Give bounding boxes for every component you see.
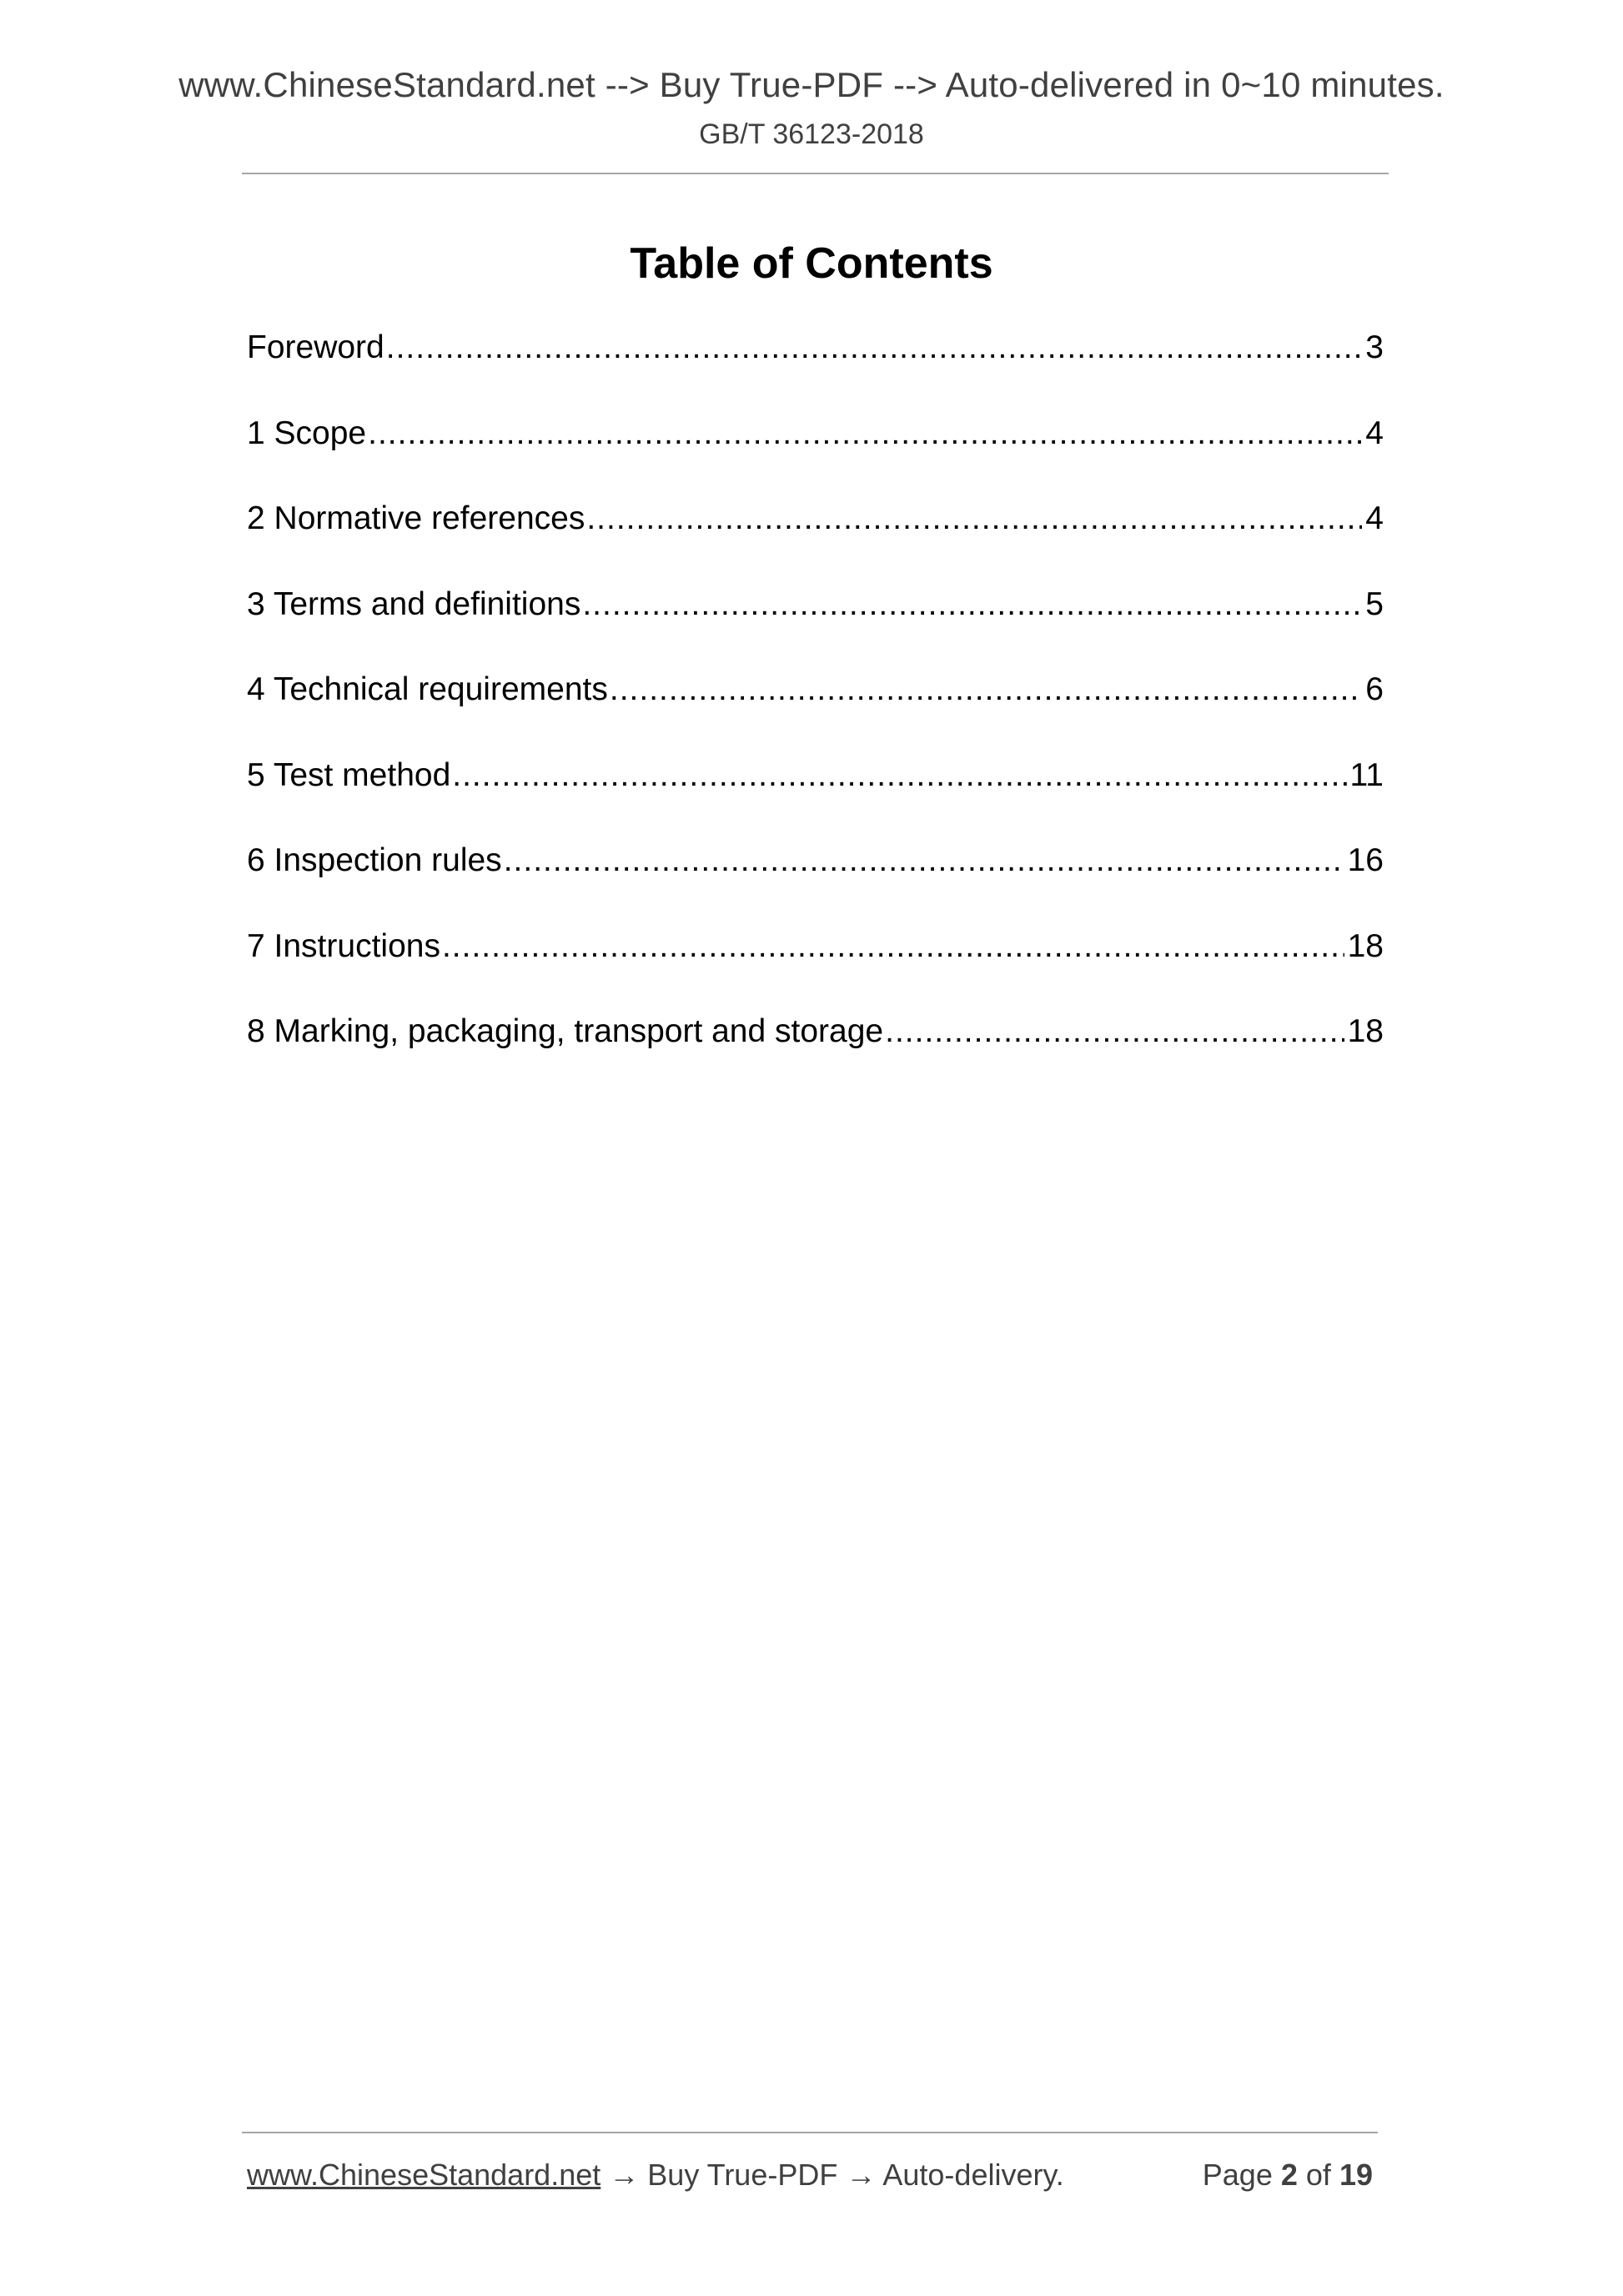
dot-leader <box>885 1013 1344 1050</box>
toc-entry-page: 5 <box>1365 585 1384 622</box>
toc-entry-inspection-rules[interactable] <box>247 842 1384 928</box>
toc-entry-label: 6 Inspection rules <box>247 842 502 878</box>
toc-entry-foreword[interactable] <box>247 329 1384 415</box>
dot-leader <box>368 415 1362 452</box>
dot-leader <box>452 757 1346 794</box>
of-word: of <box>1305 2158 1331 2192</box>
footer-promo <box>247 2158 1064 2193</box>
page-counter <box>1203 2158 1373 2193</box>
toc-entry-label: 3 Terms and definitions <box>247 585 581 622</box>
toc-entry-marking-packaging[interactable] <box>247 1013 1384 1099</box>
table-of-contents <box>247 329 1384 1099</box>
toc-entry-label: 1 Scope <box>247 414 367 451</box>
page-total: 19 <box>1339 2158 1373 2192</box>
toc-entry-terms-definitions[interactable] <box>247 586 1384 672</box>
toc-entry-label: 5 Test method <box>247 756 451 793</box>
toc-entry-label: 7 Instructions <box>247 927 440 964</box>
arrow-right-icon: → <box>609 2158 640 2192</box>
dot-leader <box>442 928 1344 965</box>
toc-entry-label: 4 Technical requirements <box>247 671 608 707</box>
toc-entry-technical-requirements[interactable] <box>247 671 1384 757</box>
toc-entry-page: 4 <box>1365 500 1384 536</box>
toc-entry-label: 2 Normative references <box>247 500 585 536</box>
dot-leader <box>582 586 1362 623</box>
toc-entry-page: 18 <box>1347 927 1384 964</box>
toc-entry-page: 16 <box>1347 842 1384 878</box>
standard-number: GB/T 36123-2018 <box>699 118 924 150</box>
page-word: Page <box>1202 2158 1273 2192</box>
toc-entry-page: 4 <box>1365 414 1384 451</box>
header-banner: www.ChineseStandard.net --> Buy True-PDF --> Auto-delivered in 0~10 minutes. <box>178 65 1445 104</box>
page-number: 2 <box>1280 2158 1298 2192</box>
arrow-right-icon: → <box>846 2158 877 2192</box>
toc-entry-scope[interactable] <box>247 415 1384 501</box>
footer-site-link[interactable]: www.ChineseStandard.net <box>247 2158 601 2192</box>
toc-entry-instructions[interactable] <box>247 928 1384 1014</box>
footer-buy-text: Buy True-PDF <box>647 2158 838 2192</box>
toc-entry-test-method[interactable] <box>247 757 1384 843</box>
toc-entry-page: 6 <box>1365 671 1384 707</box>
toc-title: Table of Contents <box>630 239 993 288</box>
toc-entry-label: Foreword <box>247 329 384 365</box>
dot-leader <box>610 671 1362 708</box>
toc-entry-normative-references[interactable] <box>247 500 1384 586</box>
toc-entry-page: 18 <box>1347 1013 1384 1049</box>
toc-entry-label: 8 Marking, packaging, transport and storage <box>247 1013 884 1049</box>
header-divider <box>242 173 1389 174</box>
footer-divider <box>242 2132 1378 2133</box>
dot-leader <box>586 500 1362 537</box>
footer-delivery-text: Auto-delivery. <box>882 2158 1064 2192</box>
toc-entry-page: 11 <box>1349 756 1384 793</box>
dot-leader <box>504 842 1344 879</box>
toc-entry-page: 3 <box>1365 329 1384 365</box>
dot-leader <box>386 329 1363 366</box>
